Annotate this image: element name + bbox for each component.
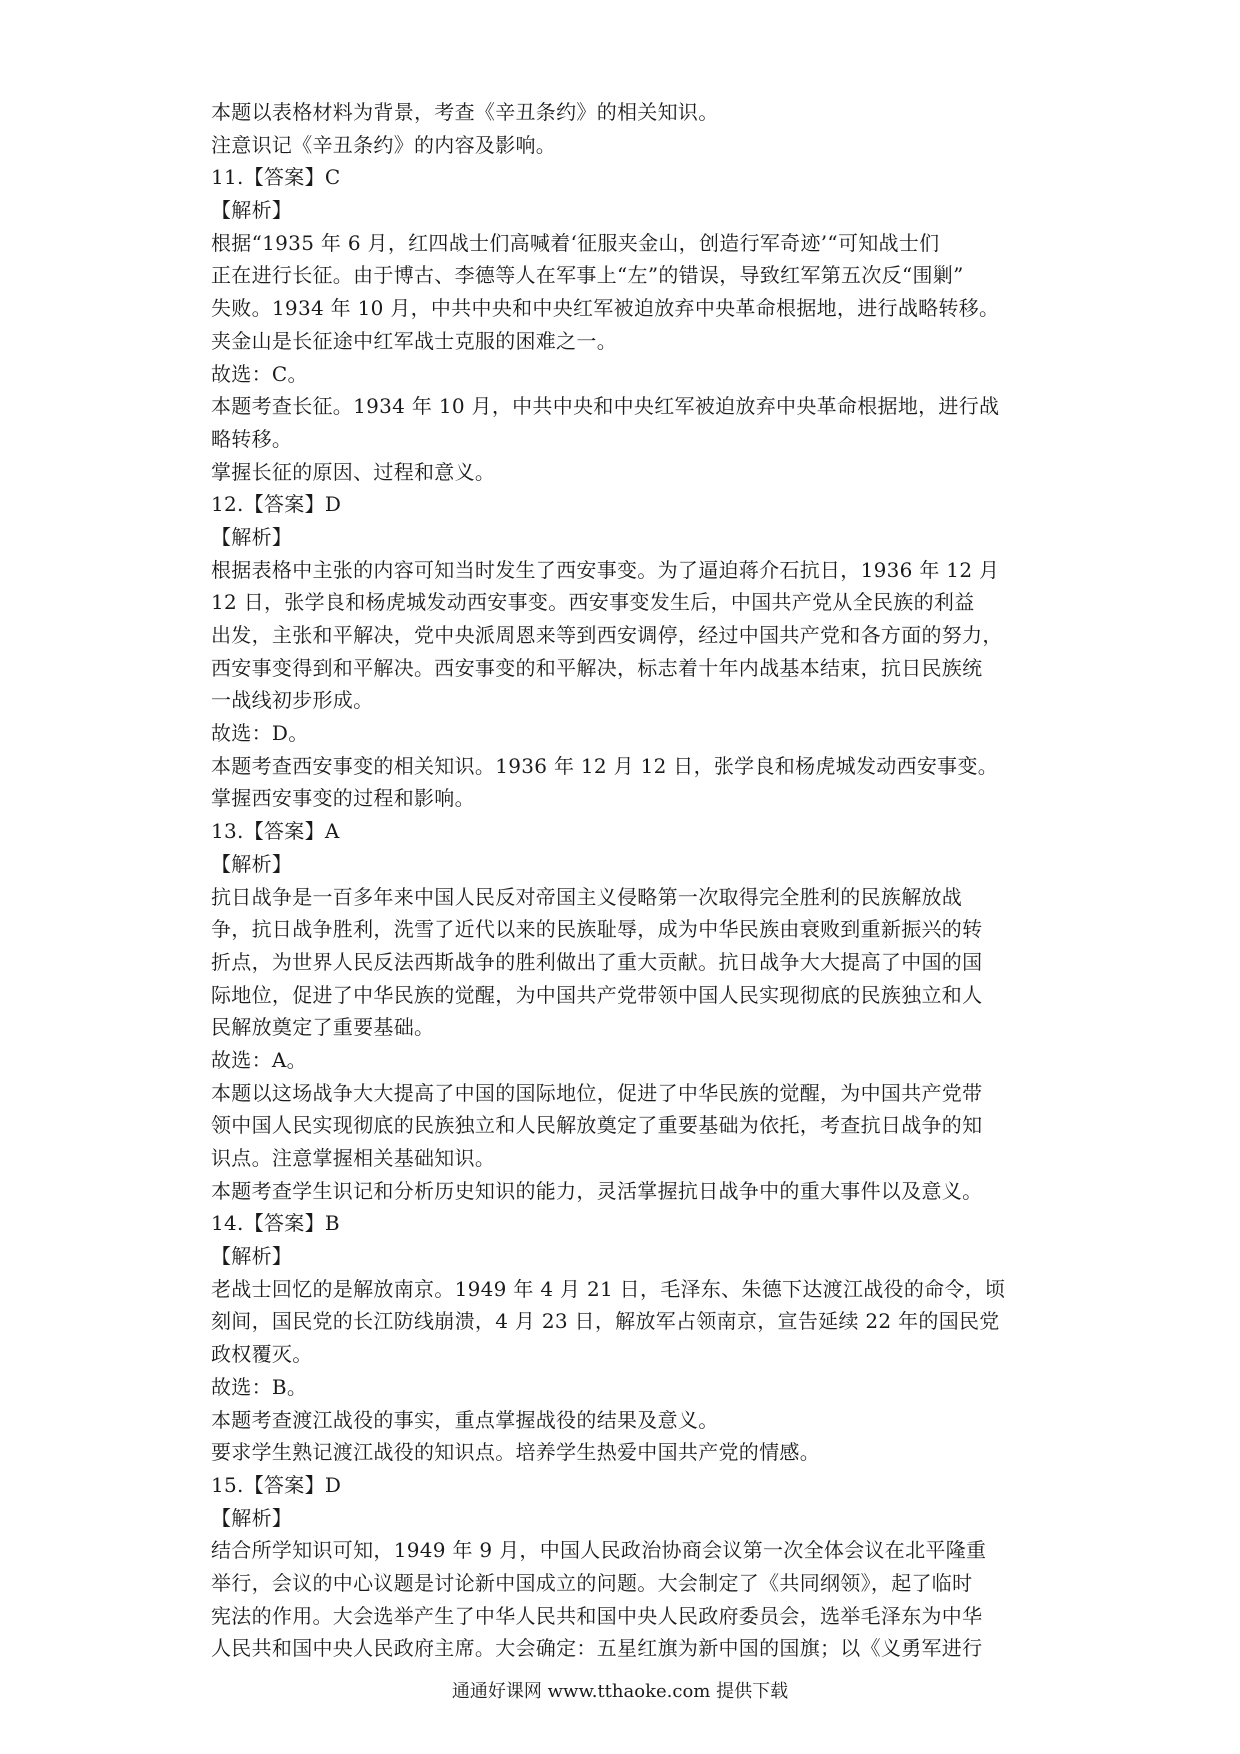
- text-line: 13.【答案】A: [211, 819, 340, 844]
- text-line: 折点，为世界人民反法西斯战争的胜利做出了重大贡献。抗日战争大大提高了中国的国: [211, 949, 983, 974]
- text-line: 【解析】: [211, 1244, 293, 1269]
- document-body: [211, 96, 1041, 1665]
- text-line: 政权覆灭。: [211, 1342, 313, 1367]
- text-line: 刻间，国民党的长江防线崩溃，4 月 23 日，解放军占领南京，宣告延续 22 年的国民党: [211, 1309, 1000, 1334]
- text-line: 【解析】: [211, 851, 293, 876]
- text-line: 故选：D。: [211, 721, 309, 746]
- text-line: 一战线初步形成。: [211, 688, 374, 713]
- text-line: 人民共和国中央人民政府主席。大会确定：五星红旗为新中国的国旗；以《义勇军进行: [211, 1636, 983, 1661]
- page-footer: 通通好课网 www.tthaoke.com 提供下载: [451, 1681, 789, 1702]
- text-line: 12.【答案】D: [211, 492, 342, 517]
- text-line: 出发，主张和平解决，党中央派周恩来等到西安调停，经过中国共产党和各方面的努力，: [211, 623, 1003, 647]
- text-line: 本题考查学生识记和分析历史知识的能力，灵活掌握抗日战争中的重大事件以及意义。: [211, 1178, 983, 1203]
- text-line: 西安事变得到和平解决。西安事变的和平解决，标志着十年内战基本结束，抗日民族统: [211, 655, 983, 680]
- text-line: 宪法的作用。大会选举产生了中华人民共和国中央人民政府委员会，选举毛泽东为中华: [211, 1603, 983, 1628]
- text-line: 际地位，促进了中华民族的觉醒，为中国共产党带领中国人民实现彻底的民族独立和人: [211, 982, 983, 1007]
- text-line: 11.【答案】C: [211, 165, 341, 190]
- text-line: 根据表格中主张的内容可知当时发生了西安事变。为了逼迫蒋介石抗日，1936 年 12 月: [211, 557, 1000, 582]
- text-line: 15.【答案】D: [211, 1472, 342, 1497]
- text-line: 12 日，张学良和杨虎城发动西安事变。西安事变发生后，中国共产党从全民族的利益: [211, 590, 975, 615]
- text-line: 故选：A。: [211, 1047, 307, 1072]
- text-line: 失败。1934 年 10 月，中共中央和中央红军被迫放弃中央革命根据地，进行战略转移。: [211, 296, 1000, 321]
- text-line: 本题以表格材料为背景，考查《辛丑条约》的相关知识。: [211, 100, 719, 124]
- text-line: 争，抗日战争胜利，洗雪了近代以来的民族耻辱，成为中华民族由衰败到重新振兴的转: [211, 917, 983, 942]
- text-line: 正在进行长征。由于博古、李德等人在军事上“左”的错误，导致红军第五次反“围剿”: [211, 263, 964, 288]
- text-line: 本题考查西安事变的相关知识。1936 年 12 月 12 日，张学良和杨虎城发动西安事变。: [211, 753, 999, 778]
- text-line: 故选：B。: [211, 1374, 308, 1399]
- text-line: 本题考查长征。1934 年 10 月，中共中央和中央红军被迫放弃中央革命根据地，进行战: [211, 394, 1000, 419]
- text-line: 老战士回忆的是解放南京。1949 年 4 月 21 日，毛泽东、朱德下达渡江战役的命令，顷: [211, 1276, 1006, 1301]
- text-line: 【解析】: [211, 524, 293, 549]
- text-line: 根据“1935 年 6 月，红四战士们高喊着‘征服夹金山，创造行军奇迹’“可知战士们: [211, 230, 940, 255]
- text-line: 14.【答案】B: [211, 1211, 340, 1236]
- text-line: 掌握西安事变的过程和影响。: [211, 786, 475, 811]
- text-line: 民解放奠定了重要基础。: [211, 1015, 435, 1040]
- text-line: 【解析】: [211, 198, 293, 223]
- text-line: 本题以这场战争大大提高了中国的国际地位，促进了中华民族的觉醒，为中国共产党带: [211, 1080, 983, 1105]
- text-line: 要求学生熟记渡江战役的知识点。培养学生热爱中国共产党的情感。: [211, 1440, 820, 1465]
- text-line: 略转移。: [211, 426, 293, 451]
- text-line: 注意识记《辛丑条约》的内容及影响。: [211, 132, 557, 157]
- text-line: 夹金山是长征途中红军战士克服的困难之一。: [211, 328, 617, 353]
- text-line: 本题考查渡江战役的事实，重点掌握战役的结果及意义。: [211, 1407, 719, 1432]
- text-line: 领中国人民实现彻底的民族独立和人民解放奠定了重要基础为依托，考查抗日战争的知: [211, 1113, 983, 1138]
- text-line: 【解析】: [211, 1505, 293, 1530]
- text-line: 结合所学知识可知，1949 年 9 月，中国人民政治协商会议第一次全体会议在北平隆重: [211, 1538, 987, 1563]
- text-line: 举行，会议的中心议题是讨论新中国成立的问题。大会制定了《共同纲领》，起了临时: [211, 1570, 973, 1595]
- text-line: 掌握长征的原因、过程和意义。: [211, 459, 496, 484]
- text-line: 抗日战争是一百多年来中国人民反对帝国主义侵略第一次取得完全胜利的民族解放战: [211, 884, 963, 909]
- text-line: 识点。注意掌握相关基础知识。: [211, 1146, 496, 1170]
- text-line: 故选：C。: [211, 361, 308, 386]
